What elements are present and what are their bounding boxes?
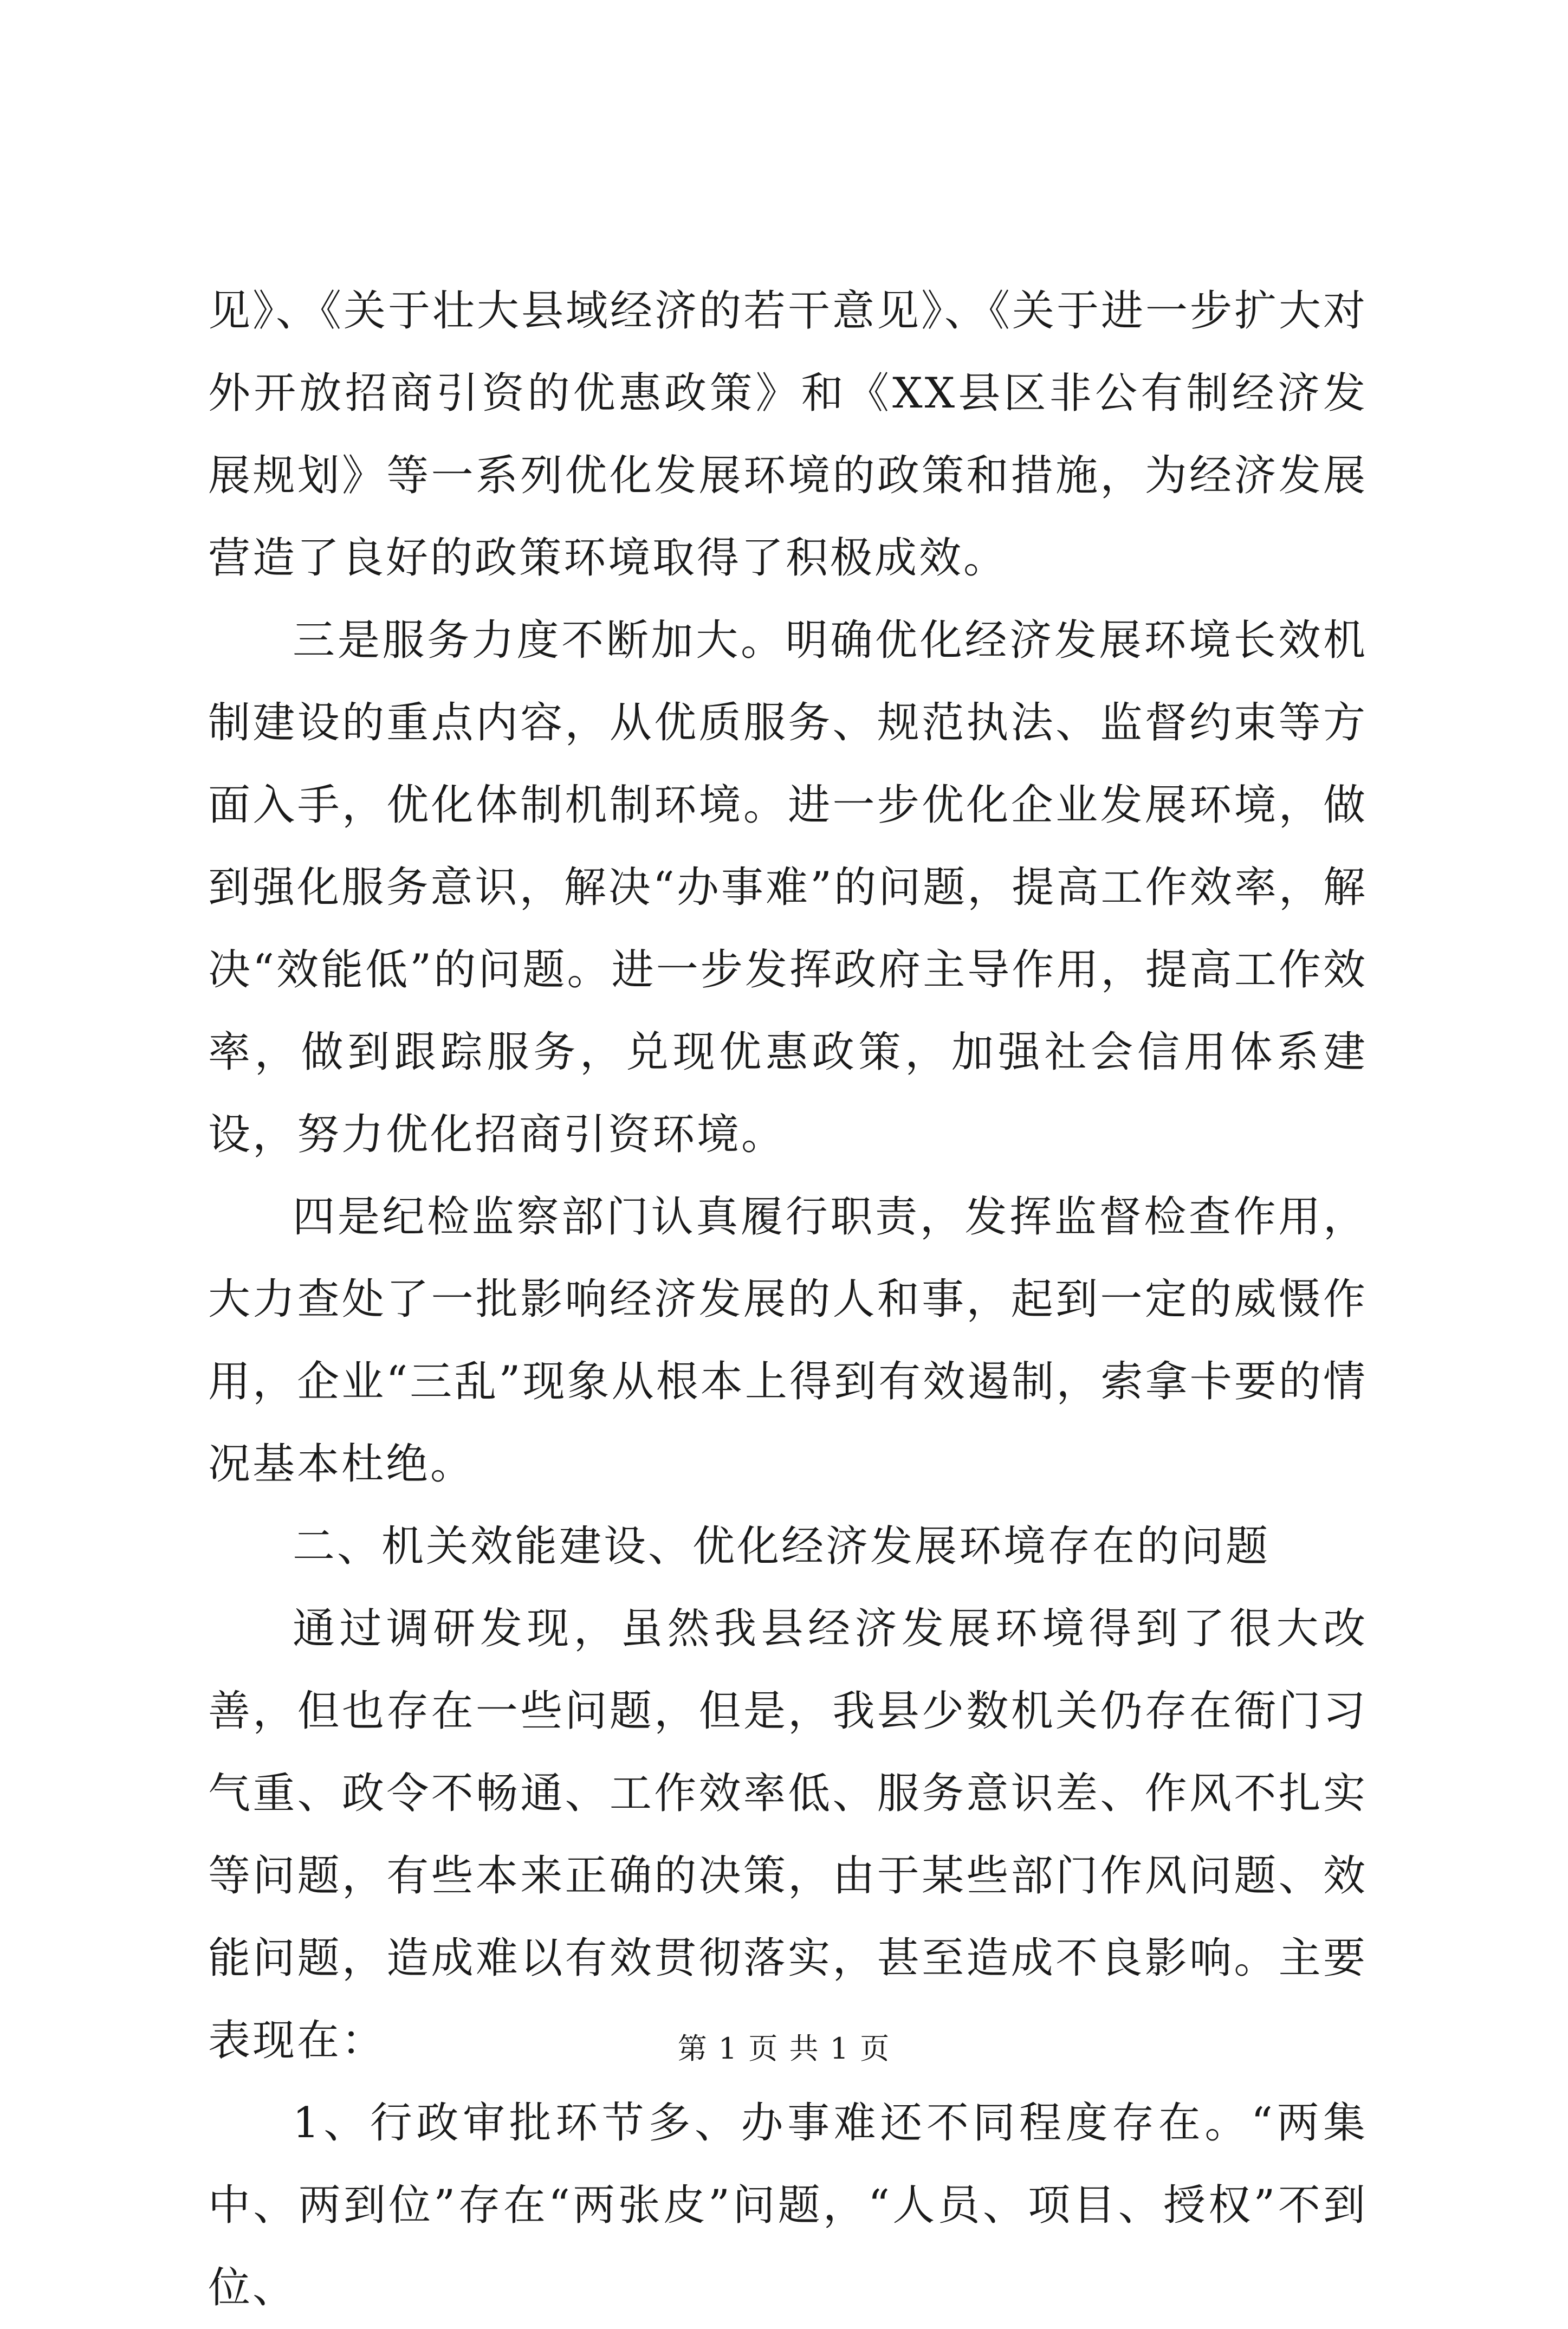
paragraph-4: 通过调研发现，虽然我县经济发展环境得到了很大改善，但也存在一些问题，但是，我县少数机关仍存在衙门习气重、政令不畅通、工作效率低、服务意识差、作风不扎实等问题，有些本来正确的决策，由于某些部门作风问题、效能问题，造成难以有效贯彻落实，甚至造成不良影响。主要表现在： [208, 1605, 1368, 2065]
paragraph-1: 见》、《关于壮大县域经济的若干意见》、《关于进一步扩大对外开放招商引资的优惠政策》和《XX县区非公有制经济发展规划》等一系列优化发展环境的政策和措施，为经济发展营造了良好的政策环境取得了积极成效。 [208, 287, 1368, 583]
page-footer: 第 1 页 共 1 页 [677, 2032, 891, 2066]
paragraph-2: 三是服务力度不断加大。明确优化经济发展环境长效机制建设的重点内容，从优质服务、规范执法、监督约束等方面入手，优化体制机制环境。进一步优化企业发展环境，做到强化服务意识，解决“办事难”的问题，提高工作效率，解决“效能低”的问题。进一步发挥政府主导作用，提高工作效率，做到跟踪服务，兑现优惠政策，加强社会信用体系建设，努力优化招商引资环境。 [208, 616, 1368, 1159]
paragraph-5: 1、行政审批环节多、办事难还不同程度存在。“两集中、两到位”存在“两张皮”问题，“人员、项目、授权”不到位、 [208, 2099, 1368, 2312]
section-heading: 二、机关效能建设、优化经济发展环境存在的问题 [293, 1522, 1271, 1571]
document-body [208, 270, 1368, 2329]
paragraph-3: 四是纪检监察部门认真履行职责，发挥监督检查作用，大力查处了一批影响经济发展的人和事，起到一定的威慑作用，企业“三乱”现象从根本上得到有效遏制，索拿卡要的情况基本杜绝。 [208, 1193, 1368, 1489]
